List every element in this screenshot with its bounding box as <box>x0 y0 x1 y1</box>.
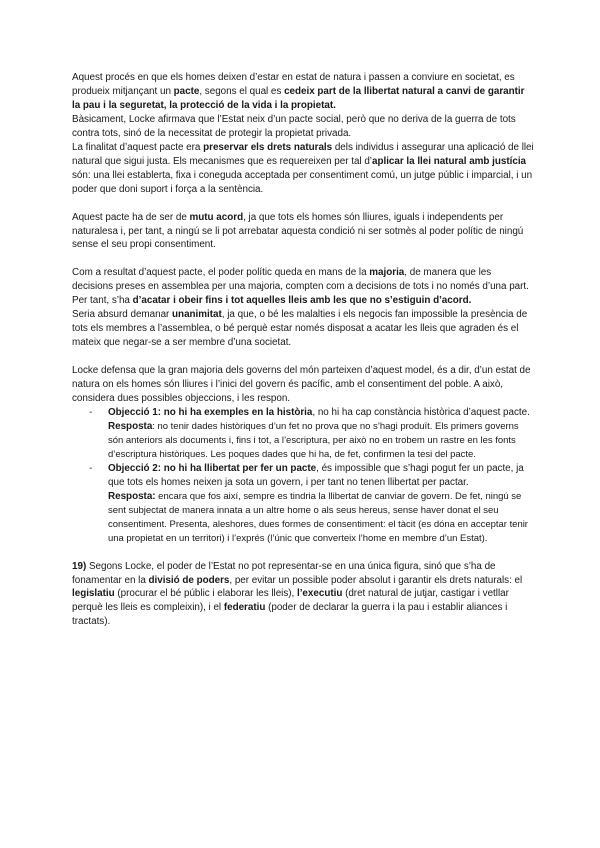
bold-text: mutu acord <box>189 211 244 223</box>
paragraph-majoria <box>72 266 534 350</box>
bold-text: legislatiu <box>72 588 115 600</box>
document-body <box>72 71 534 629</box>
question-number: 19) <box>72 560 87 572</box>
text: Seria absurd demanar <box>72 309 173 321</box>
objection-title: Objecció 1: no hi ha exemples en la història <box>108 407 313 419</box>
bold-text: pacte <box>173 85 200 97</box>
resposta-label: Resposta: <box>108 490 156 502</box>
text: (poder de declarar la guerra i la pau i establir aliances i tractats). <box>72 602 508 628</box>
text: , és impossible que s’hagi pogut fer un pacte, ja que tots els homes neixen ja sota un govern, i per tant no tenen llibertat per pactar. <box>108 462 524 488</box>
text: , per evitar un possible poder absolut i garantir els drets naturals: el <box>229 574 523 586</box>
text: Com a resultat d’aquest pacte, el poder polític queda en mans de la <box>72 267 370 279</box>
text: Bàsicament, Locke afirmava que l’Estat neix d’un pacte social, però que no deriva de la guerra de tots contra tots, sinó de la necessitat de protegir la propietat privada. <box>72 113 516 139</box>
text: (dret natural de jutjar, castigar i vetllar perquè les lleis es compleixin), i el <box>72 588 509 614</box>
list-dash: - <box>89 407 93 419</box>
bold-text: unanimitat <box>172 309 222 321</box>
bold-text: d’acatar i obeir fins i tot aquelles lleis amb les que no s’estiguin d’acord. <box>132 295 472 307</box>
bold-text: federatiu <box>223 602 266 614</box>
bold-text: divisió de poders <box>148 574 230 586</box>
bold-text: aplicar la llei natural amb justícia <box>371 155 527 167</box>
paragraph-divisio-poders <box>72 560 534 630</box>
text: , de manera que les decisions preses en assemblea per una majoria, compten com a decisions de tots i no només d’una part. Per tant, s’ha <box>72 267 529 307</box>
text: , segons el qual es <box>199 85 285 97</box>
text: , ja que tots els homes són lliures, iguals i independents per naturalesa i, per tant, a ningú se li pot arrebatar aquesta condició ni ser sotmès al poder polític de ningú sense el seu propi consentiment. <box>72 211 524 251</box>
list-dash: - <box>89 462 93 474</box>
text: Locke defensa que la gran majoria dels governs del món parteixen d’aquest model, és a dir, d’un estat de natura on els homes són lliures i l’inici del govern és pacífic, amb el consentiment del poble. A això, considera dues possibles objeccions, i les respon. <box>72 365 531 405</box>
objection-title: Objecció 2: no hi ha llibertat per fer un pacte <box>108 462 317 474</box>
text: Aquest procés en que els homes deixen d’estar en estat de natura i passen a conviure en societat, es produeix mitjançant un <box>72 72 515 97</box>
objections-list <box>72 406 534 546</box>
bold-text: cedeix part de la llibertat natural a canvi de garantir la pau i la seguretat, la protecció de la vida i la propietat. <box>72 85 525 111</box>
paragraph-objeccions-intro <box>72 364 534 406</box>
resposta-text: encara que fos així, sempre es tindria la llibertat de canviar de govern. De fet, ningú se sent subjectat de manera innata a un altre home o als seus hereus, sense haver donat el seu consentiment. Presenta, aleshores, dues formes de consentiment: el tàcit (es dóna en acceptar tenir una propietat en un territori) i l’exprés (l’únic que converteix l’home en membre d’un Estat). <box>108 490 528 544</box>
text: (procurar el bé públic i elaborar les lleis), <box>114 588 297 600</box>
resposta-text: : no tenir dades històriques d’un fet no prova que no s’hagi produït. Els primers governs són anteriors als documents i, fins i tot, a l’escriptura, per això no en trobem un rastre en les fonts d’escriptura històriques. Les poques dades que hi ha, de fet, confirmen la tesi del pacte. <box>108 420 519 460</box>
paragraph-pacte <box>72 71 534 141</box>
paragraph-mutu-acord <box>72 211 534 253</box>
text: són: una llei establerta, fixa i coneguda acceptada per consentiment comú, un jutge públic i imparcial, i un poder que doni suport i força a la sentència. <box>72 169 533 195</box>
resposta-label: Resposta <box>108 420 153 432</box>
text: , no hi ha cap constància històrica d’aquest pacte. <box>312 407 530 419</box>
bold-text: l’executiu <box>296 588 343 600</box>
objection-item <box>72 406 534 462</box>
text: Aquest pacte ha de ser de <box>72 211 190 223</box>
bold-text: preservar els drets naturals <box>203 141 333 153</box>
paragraph-finalitat <box>72 141 534 197</box>
text: La finalitat d’aquest pacte era <box>72 141 204 153</box>
bold-text: majoria <box>369 267 405 279</box>
text: , ja que, o bé les malalties i els negocis fan impossible la presència de tots els membres a l’assemblea, o bé perquè estar només disposat a acatar les lleis que agraden és el mateix que negar-se a ser membre d’una societat. <box>72 309 528 349</box>
text: dels individus i assegurar una aplicació de llei natural que sigui justa. Els mecanismes que es requereixen per tal d’ <box>72 141 534 167</box>
objection-item <box>72 462 534 546</box>
text: Segons Locke, el poder de l’Estat no pot representar-se en una única figura, sinó que s’ha de fonamentar en la <box>72 560 496 586</box>
